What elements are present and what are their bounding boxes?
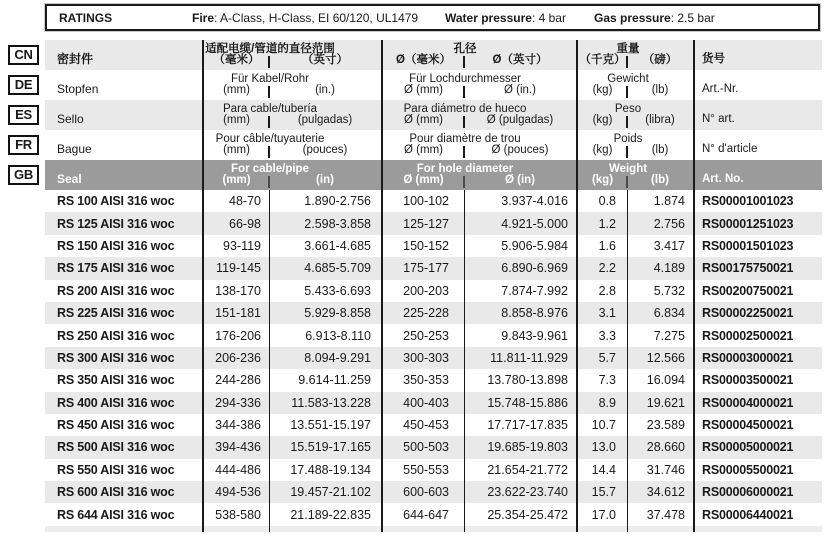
hole-mm-cell: 175-177	[383, 257, 465, 279]
hole-group-label: Für Lochdurchmesser	[409, 73, 521, 85]
article-number-cell: RS00006440021	[702, 507, 794, 522]
weight-lb-cell: 1.874	[628, 190, 695, 212]
cable-mm-cell: 444-486	[204, 459, 270, 481]
hole-in-label: Ø (in)	[504, 174, 536, 186]
cable-in-label: （英寸）	[302, 54, 348, 66]
weight-kg-cell: 15.7	[578, 481, 628, 503]
weight-lb-cell: 7.275	[628, 324, 695, 346]
article-number-cell: RS00002500021	[702, 328, 794, 343]
cable-group-label: Für Kabel/Rohr	[231, 73, 309, 85]
cable-pipe-header	[204, 70, 383, 100]
table-row	[45, 369, 822, 391]
weight-lb-cell: 19.621	[628, 392, 695, 414]
hole-in-cell: 15.748-15.886	[465, 392, 578, 414]
cable-mm-cell: 538-580	[204, 503, 270, 525]
art-no-header-label: N° art.	[702, 113, 735, 125]
header-row-fr	[45, 130, 822, 160]
hole-diameter-header	[383, 100, 578, 130]
seal-name-cell: RS 350 AISI 316 woc	[45, 369, 204, 391]
hole-in-label: Ø (pouces)	[491, 144, 549, 156]
cable-mm-label: （毫米）	[213, 54, 260, 66]
hole-mm-cell: 250-253	[383, 324, 465, 346]
seal-name-cell: RS 100 AISI 316 woc	[45, 190, 204, 212]
weight-header	[578, 160, 695, 190]
table-row	[45, 280, 822, 302]
cable-pipe-header	[204, 100, 383, 130]
table-row	[45, 302, 822, 324]
hole-mm-cell: 400-403	[383, 392, 465, 414]
art-no-header-label: Art.-Nr.	[702, 83, 739, 95]
article-number-cell: RS00200750021	[702, 283, 794, 298]
cable-in-cell: 11.583-13.228	[270, 392, 383, 414]
lang-badge-gb: GB	[8, 165, 39, 185]
header-row-gb	[45, 160, 822, 190]
fire-rating-label: Fire	[192, 10, 215, 25]
table-row	[45, 414, 822, 436]
ratings-bar	[45, 4, 820, 31]
hole-mm-cell: 644-647	[383, 503, 465, 525]
seal-name-cell: RS 125 AISI 316 woc	[45, 212, 204, 234]
hole-in-cell: 17.717-17.835	[465, 414, 578, 436]
seal-header-label: Seal	[45, 160, 204, 190]
table-row	[45, 436, 822, 458]
weight-kg-label: (kg)	[592, 144, 613, 156]
cable-mm-cell: 176-206	[204, 324, 270, 346]
article-number-cell: RS00003500021	[702, 373, 794, 388]
article-number-cell: RS00001501023	[702, 238, 794, 253]
article-number-cell: RS00004000021	[702, 395, 794, 410]
table-row	[45, 257, 822, 279]
table-row	[45, 347, 822, 369]
cable-mm-cell: 66-98	[204, 212, 270, 234]
cable-in-cell: 8.094-9.291	[270, 347, 383, 369]
hole-group-label: Para diámetro de hueco	[403, 103, 527, 115]
hole-in-cell: 19.685-19.803	[465, 436, 578, 458]
hole-mm-cell: 150-152	[383, 235, 465, 257]
hole-in-cell: 8.858-8.976	[465, 302, 578, 324]
hole-mm-cell: 550-553	[383, 459, 465, 481]
art-no-header-label: 货号	[702, 53, 725, 65]
weight-group-label: 重量	[616, 43, 640, 55]
hole-group-label: Pour diamètre de trou	[409, 133, 521, 145]
weight-kg-cell: 1.2	[578, 212, 628, 234]
cable-in-cell: 6.913-8.110	[270, 324, 383, 346]
hole-mm-cell: 350-353	[383, 369, 465, 391]
seal-name-cell: RS 600 AISI 316 woc	[45, 481, 204, 503]
seal-name-cell: RS 550 AISI 316 woc	[45, 459, 204, 481]
weight-kg-cell: 14.4	[578, 459, 628, 481]
ratings-label: RATINGS	[59, 10, 113, 25]
partial-row	[45, 526, 822, 532]
lang-badge-es: ES	[8, 105, 39, 125]
weight-kg-cell: 2.8	[578, 280, 628, 302]
hole-mm-cell: 125-127	[383, 212, 465, 234]
hole-mm-label: Ø（毫米）	[396, 54, 451, 66]
weight-kg-label: (kg)	[591, 174, 614, 186]
lang-badge-fr: FR	[8, 135, 39, 155]
weight-kg-label: （千克）	[579, 54, 626, 66]
weight-lb-cell: 23.589	[628, 414, 695, 436]
cable-mm-label: (mm)	[223, 84, 250, 96]
seal-name-cell: RS 175 AISI 316 woc	[45, 257, 204, 279]
data-rows	[45, 190, 822, 526]
table-row	[45, 392, 822, 414]
seal-name-cell: RS 250 AISI 316 woc	[45, 324, 204, 346]
spec-table	[45, 40, 822, 532]
seal-name-cell: RS 150 AISI 316 woc	[45, 235, 204, 257]
weight-group-label: Gewicht	[607, 73, 649, 85]
water-pressure-rating	[445, 11, 566, 25]
hole-mm-label: Ø (mm)	[403, 174, 444, 186]
cable-group-label: Pour câble/tuyauterie	[215, 133, 325, 145]
fire-rating	[192, 11, 418, 25]
weight-kg-cell: 7.3	[578, 369, 628, 391]
weight-kg-cell: 8.9	[578, 392, 628, 414]
weight-kg-cell: 3.1	[578, 302, 628, 324]
cable-in-cell: 5.929-8.858	[270, 302, 383, 324]
cable-in-cell: 4.685-5.709	[270, 257, 383, 279]
weight-kg-label: (kg)	[592, 84, 613, 96]
cable-pipe-header	[204, 130, 383, 160]
cable-in-cell: 1.890-2.756	[270, 190, 383, 212]
weight-lb-cell: 28.660	[628, 436, 695, 458]
table-row	[45, 212, 822, 234]
seal-header-label: Stopfen	[45, 70, 204, 100]
hole-in-cell: 7.874-7.992	[465, 280, 578, 302]
cable-mm-cell: 394-436	[204, 436, 270, 458]
cable-mm-label: (mm)	[223, 114, 250, 126]
hole-in-cell: 23.622-23.740	[465, 481, 578, 503]
cable-in-label: (in)	[316, 174, 334, 186]
weight-group-label: Weight	[608, 163, 648, 175]
table-row	[45, 481, 822, 503]
weight-lb-cell: 12.566	[628, 347, 695, 369]
weight-kg-cell: 1.6	[578, 235, 628, 257]
hole-in-cell: 25.354-25.472	[465, 503, 578, 525]
weight-lb-label: (lb)	[651, 144, 669, 156]
hole-mm-cell: 600-603	[383, 481, 465, 503]
cable-mm-cell: 93-119	[204, 235, 270, 257]
hole-in-cell: 4.921-5.000	[465, 212, 578, 234]
weight-lb-label: (lb)	[651, 174, 669, 186]
header-row-es	[45, 100, 822, 130]
cable-mm-label: (mm)	[222, 174, 251, 186]
weight-lb-cell: 4.189	[628, 257, 695, 279]
table-row	[45, 190, 822, 212]
cable-in-cell: 3.661-4.685	[270, 235, 383, 257]
hole-in-cell: 11.811-11.929	[465, 347, 578, 369]
article-number-cell: RS00003000021	[702, 350, 794, 365]
gas-pressure-rating	[594, 11, 715, 25]
lang-badge-cn: CN	[8, 45, 39, 65]
cable-group-label: 适配电缆/管道的直径范围	[205, 43, 335, 55]
cable-mm-cell: 344-386	[204, 414, 270, 436]
seal-header-label: Bague	[45, 130, 204, 160]
header-row-cn	[45, 40, 822, 70]
weight-kg-cell: 3.3	[578, 324, 628, 346]
weight-kg-label: (kg)	[592, 114, 613, 126]
seal-name-cell: RS 500 AISI 316 woc	[45, 436, 204, 458]
cable-mm-cell: 294-336	[204, 392, 270, 414]
cable-in-cell: 15.519-17.165	[270, 436, 383, 458]
weight-kg-cell: 13.0	[578, 436, 628, 458]
weight-lb-cell: 3.417	[628, 235, 695, 257]
cable-pipe-header	[204, 160, 383, 190]
weight-kg-cell: 10.7	[578, 414, 628, 436]
hole-in-label: Ø (pulgadas)	[486, 114, 554, 126]
cable-pipe-header	[204, 40, 383, 70]
article-number-cell: RS00001251023	[702, 216, 794, 231]
cable-mm-cell: 494-536	[204, 481, 270, 503]
weight-lb-cell: 34.612	[628, 481, 695, 503]
cable-in-cell: 5.433-6.693	[270, 280, 383, 302]
fire-rating-value: : A-Class, H-Class, EI 60/120, UL1479	[214, 10, 419, 25]
weight-group-label: Peso	[614, 103, 642, 115]
art-no-header-label: N° d'article	[702, 143, 758, 155]
cable-in-cell: 17.488-19.134	[270, 459, 383, 481]
weight-lb-cell: 16.094	[628, 369, 695, 391]
cable-mm-cell: 244-286	[204, 369, 270, 391]
hole-in-cell: 13.780-13.898	[465, 369, 578, 391]
hole-in-label: Ø（英寸）	[492, 54, 548, 66]
weight-header	[578, 70, 695, 100]
weight-group-label: Poids	[613, 133, 643, 145]
article-number-cell: RS00004500021	[702, 418, 794, 433]
cable-mm-cell: 138-170	[204, 280, 270, 302]
hole-diameter-header	[383, 70, 578, 100]
cable-in-cell: 2.598-3.858	[270, 212, 383, 234]
weight-lb-cell: 31.746	[628, 459, 695, 481]
cable-mm-cell: 206-236	[204, 347, 270, 369]
seal-name-cell: RS 644 AISI 316 woc	[45, 503, 204, 525]
gas-pressure-label: Gas pressure	[594, 10, 671, 25]
cable-in-label: (pouces)	[302, 144, 348, 156]
cable-in-cell: 9.614-11.259	[270, 369, 383, 391]
water-pressure-value: : 4 bar	[531, 10, 566, 25]
hole-group-label: For hole diameter	[416, 163, 514, 175]
hole-mm-cell: 300-303	[383, 347, 465, 369]
weight-kg-cell: 17.0	[578, 503, 628, 525]
table-row	[45, 324, 822, 346]
hole-in-cell: 9.843-9.961	[465, 324, 578, 346]
weight-header	[578, 100, 695, 130]
seal-name-cell: RS 225 AISI 316 woc	[45, 302, 204, 324]
cable-in-label: (in.)	[315, 84, 335, 96]
table-row	[45, 235, 822, 257]
weight-lb-cell: 5.732	[628, 280, 695, 302]
hole-diameter-header	[383, 40, 578, 70]
hole-mm-label: Ø (mm)	[404, 84, 443, 96]
article-number-cell: RS00001001023	[702, 194, 794, 209]
hole-mm-cell: 450-453	[383, 414, 465, 436]
article-number-cell: RS00005000021	[702, 440, 794, 455]
hole-mm-label: Ø (mm)	[404, 114, 443, 126]
weight-lb-cell: 2.756	[628, 212, 695, 234]
weight-kg-cell: 0.8	[578, 190, 628, 212]
weight-lb-label: （磅）	[642, 54, 678, 66]
water-pressure-label: Water pressure	[445, 10, 532, 25]
hole-diameter-header	[383, 160, 578, 190]
weight-header	[578, 130, 695, 160]
cable-mm-label: (mm)	[223, 144, 250, 156]
hole-in-cell: 6.890-6.969	[465, 257, 578, 279]
weight-kg-cell: 2.2	[578, 257, 628, 279]
cable-mm-cell: 48-70	[204, 190, 270, 212]
weight-kg-cell: 5.7	[578, 347, 628, 369]
hole-mm-cell: 225-228	[383, 302, 465, 324]
cable-in-cell: 19.457-21.102	[270, 481, 383, 503]
cable-group-label: Para cable/tubería	[223, 103, 317, 115]
weight-lb-cell: 37.478	[628, 503, 695, 525]
art-no-header-label: Art. No.	[702, 173, 744, 185]
seal-name-cell: RS 400 AISI 316 woc	[45, 392, 204, 414]
hole-mm-label: Ø (mm)	[404, 144, 443, 156]
weight-header	[578, 40, 695, 70]
seal-header-label: 密封件	[45, 40, 204, 70]
hole-in-cell: 3.937-4.016	[465, 190, 578, 212]
hole-in-label: Ø (in.)	[504, 84, 536, 96]
cable-mm-cell: 119-145	[204, 257, 270, 279]
article-number-cell: RS00175750021	[702, 261, 794, 276]
hole-in-cell: 21.654-21.772	[465, 459, 578, 481]
hole-mm-cell: 100-102	[383, 190, 465, 212]
hole-in-cell: 5.906-5.984	[465, 235, 578, 257]
hole-diameter-header	[383, 130, 578, 160]
hole-mm-cell: 200-203	[383, 280, 465, 302]
seal-name-cell: RS 300 AISI 316 woc	[45, 347, 204, 369]
hole-mm-cell: 500-503	[383, 436, 465, 458]
table-row	[45, 459, 822, 481]
cable-in-label: (pulgadas)	[297, 114, 353, 126]
weight-lb-cell: 6.834	[628, 302, 695, 324]
article-number-cell: RS00005500021	[702, 462, 794, 477]
article-number-cell: RS00002250021	[702, 306, 794, 321]
cable-mm-cell: 151-181	[204, 302, 270, 324]
weight-lb-label: (libra)	[645, 114, 675, 126]
header-row-de	[45, 70, 822, 100]
cable-in-cell: 13.551-15.197	[270, 414, 383, 436]
seal-header-label: Sello	[45, 100, 204, 130]
table-row	[45, 503, 822, 525]
article-number-cell: RS00006000021	[702, 485, 794, 500]
lang-badge-de: DE	[8, 75, 39, 95]
gas-pressure-value: : 2.5 bar	[670, 10, 715, 25]
seal-name-cell: RS 450 AISI 316 woc	[45, 414, 204, 436]
seal-name-cell: RS 200 AISI 316 woc	[45, 280, 204, 302]
weight-lb-label: (lb)	[651, 84, 669, 96]
hole-group-label: 孔径	[453, 43, 477, 55]
cable-group-label: For cable/pipe	[231, 163, 309, 175]
cable-in-cell: 21.189-22.835	[270, 503, 383, 525]
